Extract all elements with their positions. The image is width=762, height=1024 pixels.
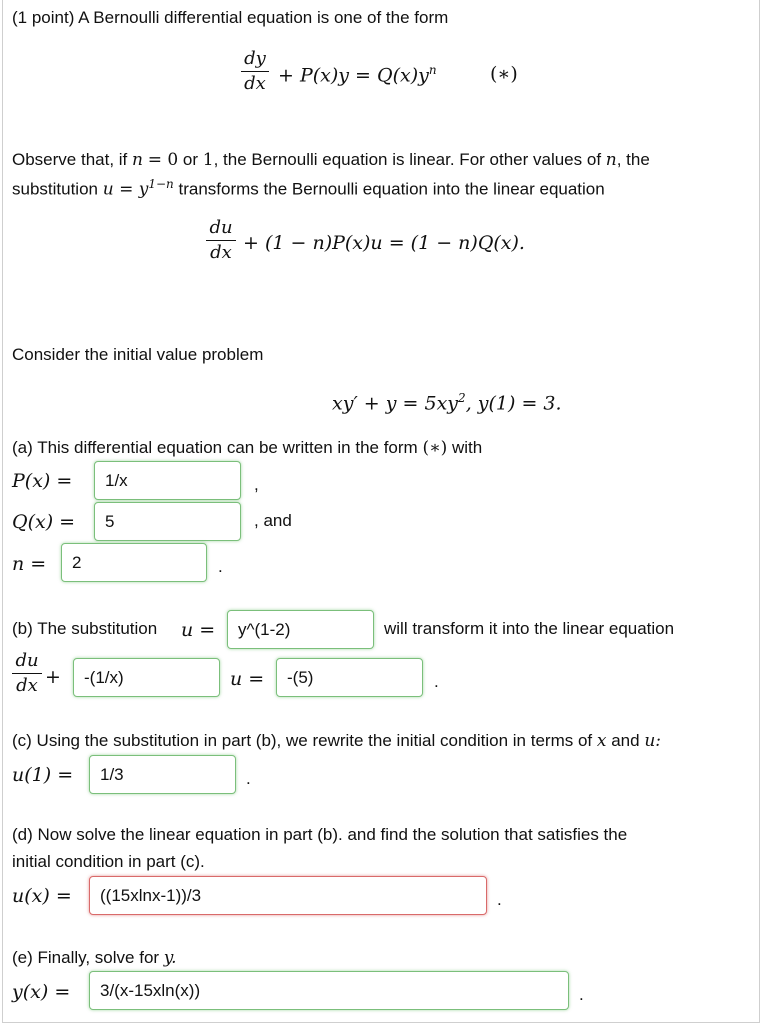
- or-text: or: [182, 150, 199, 169]
- equation-tag: (∗): [490, 63, 518, 85]
- u-symbol: u:: [644, 731, 661, 751]
- one-value: 1: [202, 150, 214, 170]
- P-input[interactable]: [94, 461, 241, 500]
- part-b-plus: +: [45, 666, 61, 688]
- coefficient-input[interactable]: [73, 658, 220, 697]
- linear-equation: + (1 − n)P(x)u = (1 − n)Q(x).: [243, 232, 525, 254]
- n-label: n =: [12, 553, 47, 575]
- part-a-with: with: [452, 438, 483, 457]
- P-label: P(x) =: [12, 470, 73, 492]
- eq-zero: = 0: [147, 150, 179, 170]
- u1-label: u(1) =: [12, 764, 74, 786]
- ivp-initial-condition: , y(1) = 3.: [465, 392, 562, 415]
- part-c-period: .: [246, 769, 251, 788]
- frac-bar: [241, 71, 269, 72]
- n-symbol-2: n: [605, 150, 617, 170]
- part-a-tag: (∗): [422, 438, 448, 458]
- part-e-period: .: [579, 985, 584, 1004]
- observe-text-a: Observe that, if: [12, 150, 128, 169]
- frac-bar: [12, 673, 42, 674]
- observe-line-2: [12, 177, 605, 200]
- P-comma: ,: [254, 475, 259, 494]
- part-b-u-label: u =: [181, 619, 216, 641]
- part-c-text: [12, 731, 661, 751]
- part-a-period: .: [218, 557, 223, 576]
- frac-denominator: dx: [244, 73, 266, 94]
- transforms-text: transforms the Bernoulli equation into the linear equation: [178, 179, 605, 199]
- bernoulli-exponent: n: [428, 63, 437, 77]
- u-substitution: u = y: [102, 179, 149, 200]
- ux-label: u(x) =: [12, 885, 72, 907]
- part-b-text-b: will transform it into the linear equation: [384, 619, 675, 638]
- rhs-input[interactable]: [276, 658, 423, 697]
- yx-input[interactable]: [89, 971, 569, 1010]
- part-c-text-a: (c) Using the substitution in part (b), we rewrite the initial condition in terms of: [12, 731, 593, 750]
- frac-denominator: dx: [210, 242, 232, 263]
- frac-numerator: du: [15, 650, 39, 671]
- frac-numerator: dy: [244, 48, 266, 69]
- bernoulli-derivative-fraction: [241, 48, 269, 95]
- part-d-line-1: (d) Now solve the linear equation in part (b). and find the solution that satisfies the: [12, 825, 628, 844]
- Q-label: Q(x) =: [12, 511, 76, 533]
- observe-text-b: , the Bernoulli equation is linear. For other values of: [213, 150, 602, 169]
- linear-derivative-fraction: [206, 217, 236, 264]
- part-a-text-a: (a) This differential equation can be written in the form: [12, 438, 418, 457]
- u-exponent: 1−n: [148, 177, 174, 191]
- Q-input[interactable]: [94, 502, 241, 541]
- y-symbol: y.: [163, 948, 177, 968]
- n-symbol: n: [132, 150, 143, 170]
- ivp-exponent: 2: [458, 391, 466, 405]
- frac-numerator: du: [209, 217, 233, 238]
- part-b-derivative-fraction: [12, 650, 42, 697]
- ivp-heading: Consider the initial value problem: [12, 345, 264, 364]
- ivp-equation: [332, 391, 562, 414]
- part-b-period: .: [434, 672, 439, 691]
- part-b-text-a: (b) The substitution: [12, 619, 158, 638]
- part-e-text: [12, 948, 177, 968]
- part-d-period: .: [497, 890, 502, 909]
- substitution-text: substitution: [12, 179, 98, 199]
- substitution-input[interactable]: [227, 610, 374, 649]
- and-text: , and: [254, 511, 292, 530]
- ivp-equation-a: xy′ + y = 5xy: [332, 392, 459, 415]
- observe-the: , the: [616, 150, 650, 169]
- frac-bar: [206, 240, 236, 241]
- part-c-and: and: [611, 731, 640, 750]
- part-a-text: [12, 438, 482, 458]
- bernoulli-equation: [278, 63, 437, 86]
- n-input[interactable]: [61, 543, 207, 582]
- problem-intro-text: (1 point) A Bernoulli differential equation is one of the form: [12, 8, 449, 27]
- bernoulli-equation-body: + P(x)y = Q(x)y: [278, 64, 429, 87]
- u1-input[interactable]: [89, 755, 236, 794]
- yx-label: y(x) =: [12, 981, 71, 1003]
- ux-input[interactable]: [89, 876, 487, 915]
- part-e-text-a: (e) Finally, solve for: [12, 948, 160, 967]
- frac-denominator: dx: [16, 675, 38, 696]
- part-d-line-2: initial condition in part (c).: [12, 852, 205, 871]
- x-symbol: x: [596, 731, 607, 751]
- observe-line-1: [12, 150, 650, 170]
- part-b-u-eq: u =: [230, 668, 265, 690]
